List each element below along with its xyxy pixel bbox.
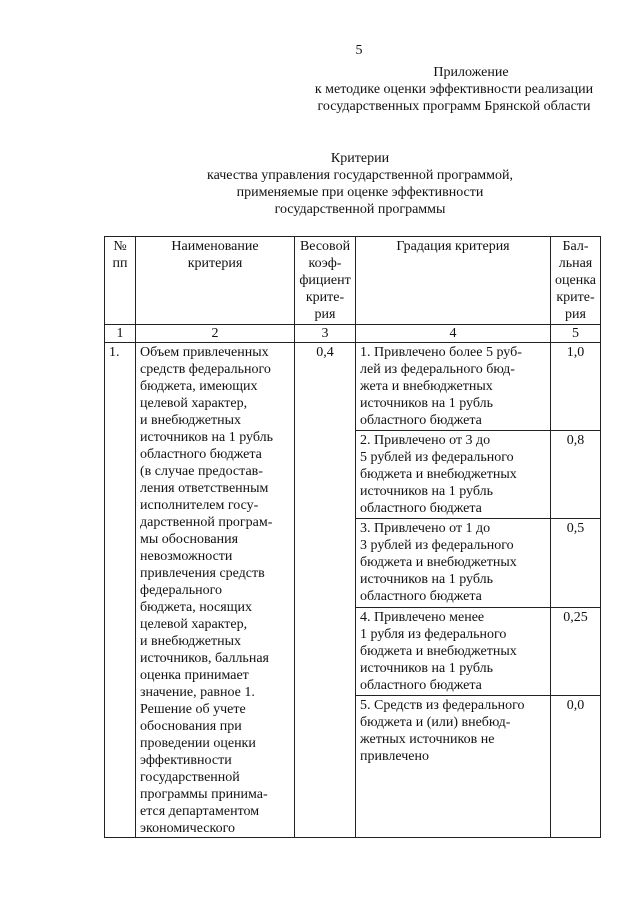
title-line-2: качества управления государственной программой,	[206, 168, 513, 183]
index-cell: 5	[551, 325, 601, 343]
score-4: 0,25	[551, 607, 601, 695]
gradation-1: 1. Привлечено более 5 руб- лей из федерального бюд- жета и внебюджетных источников на 1 рубль областного бюджета	[356, 343, 551, 431]
gradation-2: 2. Привлечено от 3 до 5 рублей из федерального бюджета и внебюджетных источников на 1 рубль областного бюджета	[356, 431, 551, 519]
header-num: № пп	[105, 237, 136, 325]
appendix-header	[300, 64, 608, 115]
criterion-name: Объем привлеченных средств федерального бюджета, имеющих целевой характер, и внебюджетных источников на 1 рубль областного бюджета (в случае предостав- ления ответственным исполнителем госу- дарственной програм- мы обоснования невозможности привлечения средств федерального бюджета, носящих целевой характер, и внебюджетных источников, балльная оценка принимает значение, равное 1. Решение об учете обоснования при проведении оценки эффективности государственной программы принима- ется департаментом экономического	[136, 343, 295, 838]
gradation-5: 5. Средств из федерального бюджета и (или) внебюд- жетных источников не привлечено	[356, 695, 551, 837]
title-line-4: государственной программы	[274, 202, 446, 217]
row-number: 1.	[105, 343, 136, 838]
header-gradation: Градация критерия	[356, 237, 551, 325]
table-row	[105, 343, 601, 431]
appendix-label: Приложение	[433, 65, 509, 80]
criteria-table	[104, 236, 601, 838]
gradation-4: 4. Привлечено менее 1 рубля из федерального бюджета и внебюджетных источников на 1 рубль областного бюджета	[356, 607, 551, 695]
title-line-3: применяемые при оценке эффективности	[236, 185, 484, 200]
table-header-row	[105, 237, 601, 325]
index-cell: 3	[295, 325, 356, 343]
table-index-row	[105, 325, 601, 343]
score-3: 0,5	[551, 519, 601, 607]
page-number: 5	[355, 43, 363, 58]
appendix-subtitle-line-2: государственных программ Брянской области	[317, 99, 591, 114]
index-cell: 1	[105, 325, 136, 343]
index-cell: 2	[136, 325, 295, 343]
document-title	[140, 150, 580, 218]
header-score: Бал- льная оценка крите- рия	[551, 237, 601, 325]
score-5: 0,0	[551, 695, 601, 837]
index-cell: 4	[356, 325, 551, 343]
criterion-weight: 0,4	[295, 343, 356, 838]
score-1: 1,0	[551, 343, 601, 431]
title-line-1: Критерии	[330, 151, 390, 166]
gradation-3: 3. Привлечено от 1 до 3 рублей из федерального бюджета и внебюджетных источников на 1 рубль областного бюджета	[356, 519, 551, 607]
header-weight: Весовой коэф- фициент крите- рия	[295, 237, 356, 325]
score-2: 0,8	[551, 431, 601, 519]
header-name: Наименование критерия	[136, 237, 295, 325]
appendix-subtitle-line-1: к методике оценки эффективности реализации	[314, 82, 594, 97]
